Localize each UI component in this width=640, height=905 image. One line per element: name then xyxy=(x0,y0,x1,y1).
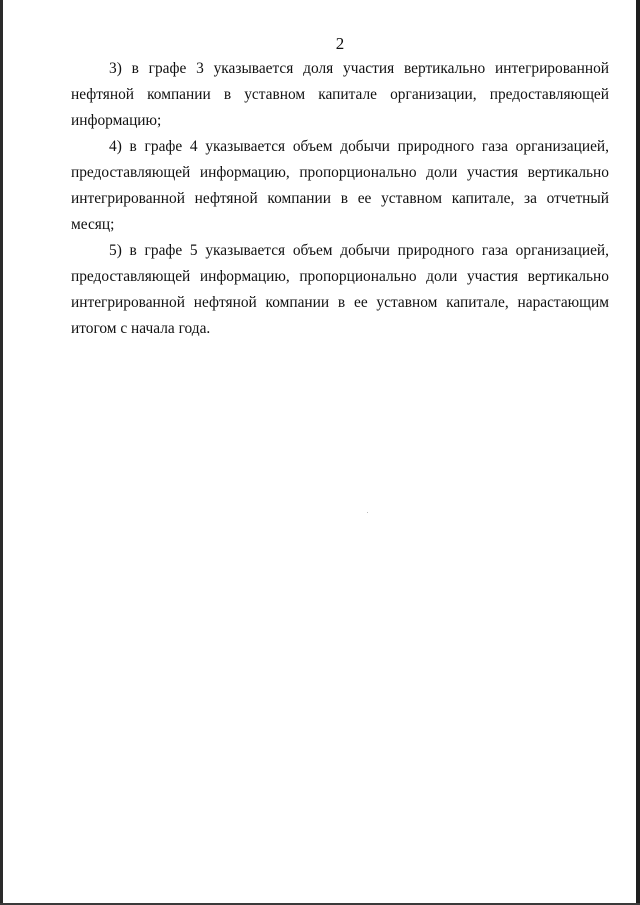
paragraph-item-5: 5) в графе 5 указывается объем добычи природного газа организацией, предоставляющей информацию, пропорционально доли участия вертикально интегрированной нефтяной компании в ее уставном капитале, нарастающим итогом с начала года. xyxy=(71,242,609,337)
paragraph-item-4: 4) в графе 4 указывается объем добычи природного газа организацией, предоставляющей информацию, пропорционально доли участия вертикально интегрированной нефтяной компании в ее уставном капитале, за отчетный месяц; xyxy=(71,138,609,233)
paragraph-item-3: 3) в графе 3 указывается доля участия вертикально интегрированной нефтяной компании в уставном капитале организации, предоставляющей информацию; xyxy=(71,60,609,129)
scan-speck xyxy=(367,512,368,513)
body-text xyxy=(71,56,609,342)
scan-edge-right xyxy=(636,0,640,905)
page-number: 2 xyxy=(335,34,345,53)
scan-edge-left xyxy=(0,0,3,905)
